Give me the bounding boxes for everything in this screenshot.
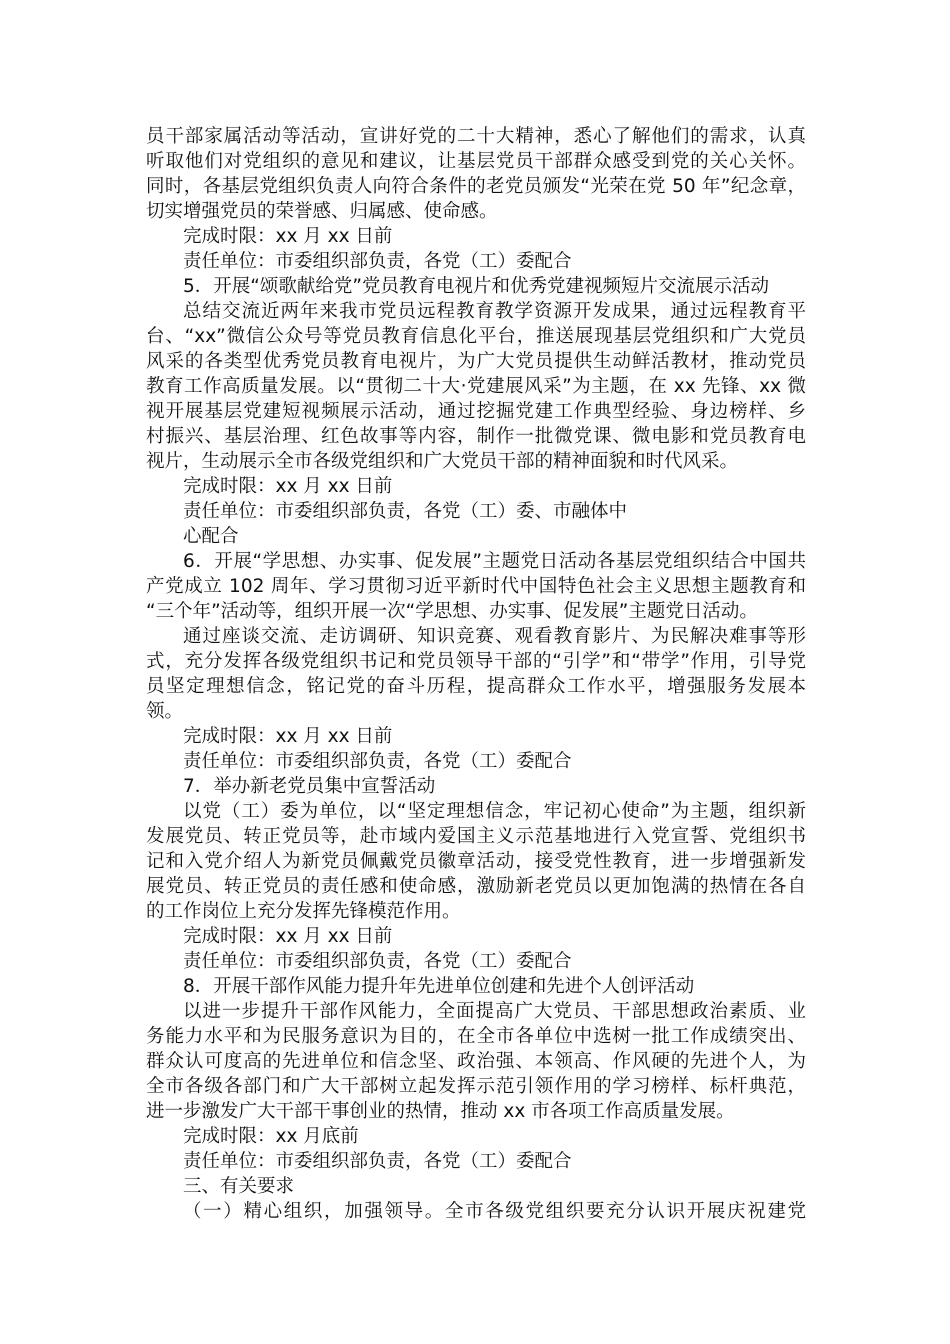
deadline-line: 完成时限：xx 月 xx 日前	[183, 226, 393, 247]
responsibility-line: 责任单位：市委组织部负责，各党（工）委、市融体中	[183, 501, 628, 522]
item-heading: 7．举办新老党员集中宣誓活动	[183, 776, 436, 797]
text-line: 产党成立 102 周年、学习贯彻习近平新时代中国特色社会主义思想主题教育和	[146, 576, 806, 597]
deadline-line: 完成时限：xx 月 xx 日前	[183, 476, 393, 497]
responsibility-line: 责任单位：市委组织部负责，各党（工）委配合	[183, 1151, 572, 1172]
deadline-line: 完成时限：xx 月底前	[183, 1126, 359, 1147]
item-heading: 6．开展“学思想、办实事、促发展”主题党日活动各基层党组织结合中国共	[183, 551, 806, 572]
text-line: 教育工作高质量发展。以“贯彻二十大·党建展风采”为主题，在 xx 先锋、xx 微	[146, 376, 806, 397]
text-line: 视开展基层党建短视频展示活动，通过挖掘党建工作典型经验、身边榜样、乡	[146, 401, 806, 422]
text-line: 群众认可度高的先进单位和信念坚、政治强、本领高、作风硬的先进个人，为	[146, 1051, 806, 1072]
text-line: 听取他们对党组织的意见和建议，让基层党员干部群众感受到党的关心关怀。	[146, 151, 806, 172]
text-line: （一）精心组织，加强领导。全市各级党组织要充分认识开展庆祝建党	[183, 1201, 806, 1222]
text-line: 通过座谈交流、走访调研、知识竞赛、观看教育影片、为民解决难事等形	[183, 626, 806, 647]
text-line: 村振兴、基层治理、红色故事等内容，制作一批微党课、微电影和党员教育电	[146, 426, 806, 447]
responsibility-line: 责任单位：市委组织部负责，各党（工）委配合	[183, 751, 572, 772]
text-line: 全市各级各部门和广大干部树立起发挥示范引领作用的学习榜样、标杆典范，	[146, 1076, 806, 1097]
text-line: 的工作岗位上充分发挥先锋模范作用。	[146, 901, 461, 922]
text-line: “三个年”活动等，组织开展一次“学思想、办实事、促发展”主题党日活动。	[146, 601, 758, 622]
text-line: 发展党员、转正党员等，赴市域内爱国主义示范基地进行入党宣誓、党组织书	[146, 826, 806, 847]
responsibility-line: 心配合	[183, 526, 239, 547]
text-line: 以党（工）委为单位，以“坚定理想信念，牢记初心使命”为主题，组织新	[183, 801, 806, 822]
deadline-line: 完成时限：xx 月 xx 日前	[183, 726, 393, 747]
text-line: 展党员、转正党员的责任感和使命感，激励新老党员以更加饱满的热情在各自	[146, 876, 806, 897]
text-line: 总结交流近两年来我市党员远程教育教学资源开发成果，通过远程教育平	[183, 301, 806, 322]
text-line: 切实增强党员的荣誉感、归属感、使命感。	[146, 201, 498, 222]
text-line: 记和入党介绍人为新党员佩戴党员徽章活动，接受党性教育，进一步增强新发	[146, 851, 806, 872]
text-line: 员干部家属活动等活动，宣讲好党的二十大精神，悉心了解他们的需求，认真	[146, 126, 806, 147]
text-line: 进一步激发广大干部干事创业的热情，推动 xx 市各项工作高质量发展。	[146, 1101, 735, 1122]
deadline-line: 完成时限：xx 月 xx 日前	[183, 926, 393, 947]
text-line: 员坚定理想信念，铭记党的奋斗历程，提高群众工作水平，增强服务发展本	[146, 676, 806, 697]
text-line: 以进一步提升干部作风能力，全面提高广大党员、干部思想政治素质、业	[183, 1001, 806, 1022]
text-line: 领。	[146, 701, 184, 722]
responsibility-line: 责任单位：市委组织部负责，各党（工）委配合	[183, 951, 572, 972]
item-heading: 8．开展干部作风能力提升年先进单位创建和先进个人创评活动	[183, 976, 695, 997]
text-line: 务能力水平和为民服务意识为目的，在全市各单位中选树一批工作成绩突出、	[146, 1026, 806, 1047]
responsibility-line: 责任单位：市委组织部负责，各党（工）委配合	[183, 251, 572, 272]
item-heading: 5．开展“颂歌献给党”党员教育电视片和优秀党建视频短片交流展示活动	[183, 276, 769, 297]
text-line: 台、“xx”微信公众号等党员教育信息化平台，推送展现基层党组织和广大党员	[146, 326, 806, 347]
section-heading: 三、有关要求	[183, 1176, 295, 1197]
text-line: 风采的各类型优秀党员教育电视片，为广大党员提供生动鲜活教材，推动党员	[146, 351, 806, 372]
text-line: 式，充分发挥各级党组织书记和党员领导干部的“引学”和“带学”作用，引导党	[146, 651, 806, 672]
text-line: 视片，生动展示全市各级党组织和广大党员干部的精神面貌和时代风采。	[146, 451, 739, 472]
text-line: 同时，各基层党组织负责人向符合条件的老党员颁发“光荣在党 50 年”纪念章，	[146, 176, 806, 197]
